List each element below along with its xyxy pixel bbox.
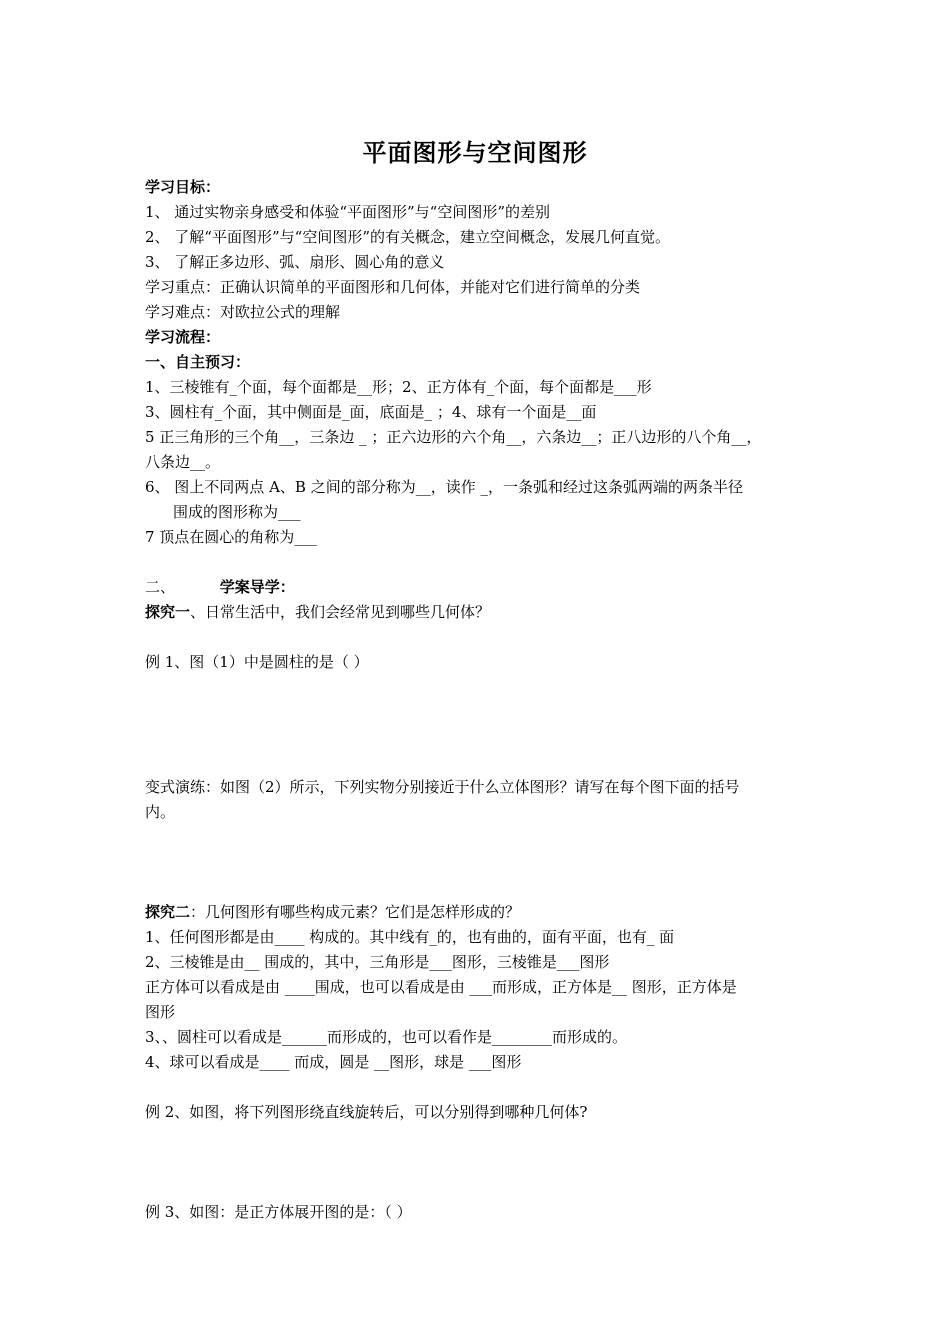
example-1: 例 1、图（1）中是圆柱的是（ ） <box>145 653 369 671</box>
explore2-text: ：几何图形有哪些构成元素？它们是怎样形成的？ <box>190 903 521 921</box>
preview-line-2: 3、圆柱有_个面，其中侧面是_面，底面是_ ；4、球有一个面是__面 <box>145 403 597 421</box>
explore2-label: 探究二 <box>145 903 191 921</box>
objective-item-2: 2、 了解“平面图形”与“空间图形”的有关概念，建立空间概念，发展几何直觉。 <box>145 228 670 246</box>
preview-line-4: 八条边__。 <box>145 453 221 471</box>
preview-line-1: 1、三棱锥有_个面，每个面都是__形；2、正方体有_个面，每个面都是___形 <box>145 378 652 396</box>
objective-item-3: 3、 了解正多边形、弧、扇形、圆心角的意义 <box>145 253 445 271</box>
preview-line-7: 7 顶点在圆心的角称为___ <box>145 528 317 546</box>
explore1-label: 探究一 <box>145 603 191 621</box>
explore1-text: 、日常生活中，我们会经常见到哪些几何体？ <box>190 603 491 621</box>
preview-heading: 一、自主预习： <box>145 353 251 371</box>
explore1-line <box>145 600 815 625</box>
variant-line-2: 内。 <box>145 803 176 821</box>
example-2: 例 2、如图，将下列图形绕直线旋转后，可以分别得到哪种几何体? <box>145 1103 588 1121</box>
explore2-line-6: 4、球可以看成是____ 而成，圆是 __图形，球是 ___图形 <box>145 1053 522 1071</box>
explore2-line-1: 1、任何图形都是由____ 构成的。其中线有_的，也有曲的，面有平面，也有_ 面 <box>145 928 675 946</box>
difficulty: 学习难点：对欧拉公式的理解 <box>145 303 341 321</box>
page-title: 平面图形与空间图形 <box>362 139 588 167</box>
guide-section <box>145 575 815 600</box>
guide-heading: 学案导学： <box>219 578 295 596</box>
process-heading: 学习流程： <box>145 328 221 346</box>
example-3: 例 3、如图：是正方体展开图的是：（ ） <box>145 1203 412 1221</box>
objective-item-1: 1、 通过实物亲身感受和体验“平面图形”与“空间图形”的差别 <box>145 203 550 221</box>
key-point: 学习重点：正确认识简单的平面图形和几何体，并能对它们进行简单的分类 <box>145 278 641 296</box>
variant-line-1: 变式演练：如图（2）所示，下列实物分别接近于什么立体图形？请写在每个图下面的括号 <box>145 778 740 796</box>
explore2-line-3: 正方体可以看成是由 ____围成，也可以看成是由 ___而形成，正方体是__ 图形，正方体是 <box>145 978 737 996</box>
preview-line-5: 6、 图上不同两点 A、B 之间的部分称为__，读作 _，一条弧和经过这条弧两端的两条半径 <box>145 478 743 496</box>
explore2-line-2: 2、三棱锥是由__ 围成的，其中，三角形是___图形，三棱锥是___图形 <box>145 953 610 971</box>
explore2-line <box>145 900 815 925</box>
guide-number: 二、 <box>145 578 176 596</box>
preview-line-3: 5 正三角形的三个角__，三条边 _ ；正六边形的六个角__，六条边__；正八边形的八个角__， <box>145 428 762 446</box>
preview-line-6: 围成的图形称为___ <box>173 503 301 521</box>
explore2-line-5: 3、、圆柱可以看成是______而形成的，也可以看作是________而形成的。 <box>145 1028 628 1046</box>
objectives-heading: 学习目标： <box>145 178 221 196</box>
explore2-line-4: 图形 <box>145 1003 176 1021</box>
